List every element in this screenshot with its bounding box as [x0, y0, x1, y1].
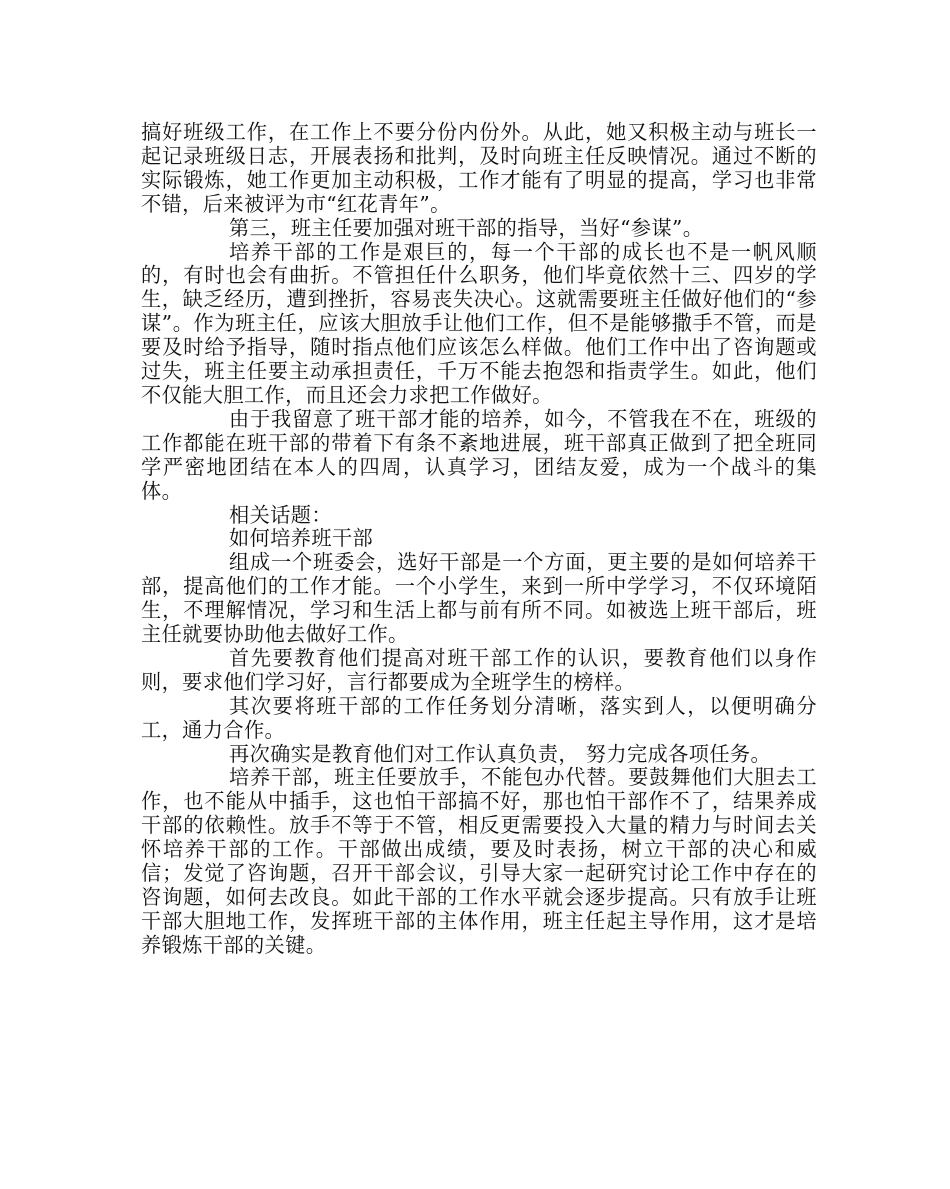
related-topics-label: 相关话题：: [229, 502, 332, 527]
paragraph: 其次要将班干部的工作任务划分清晰，落实到人，以便明确分工，通力合作。: [141, 693, 817, 742]
paragraph: 由于我留意了班干部才能的培养，如今，不管我在不在，班级的工作都能在班干部的带着下有条不紊地进展，班干部真正做到了把全班同学严密地团结在本人的四周，认真学习，团结友爱，成为一个战斗的集体。: [141, 406, 817, 503]
paragraph: 培养干部的工作是艰巨的，每一个干部的成长也不是一帆风顺的，有时也会有曲折。不管担任什么职务，他们毕竟依然十三、四岁的学生，缺乏经历，遭到挫折，容易丧失决心。这就需要班主任做好他们的“参谋”。作为班主任，应该大胆放手让他们工作，但不是能够撒手不管，而是要及时给予指导，随时指点他们应该怎么样做。他们工作中出了咨询题或过失，班主任要主动承担责任，千万不能去抱怨和指责学生。如此，他们不仅能大胆工作，而且还会力求把工作做好。: [141, 239, 817, 407]
paragraph: 培养干部，班主任要放手，不能包办代替。要鼓舞他们大胆去工作，也不能从中插手，这也怕干部搞不好，那也怕干部作不了，结果养成干部的依赖性。放手不等于不管，相反更需要投入大量的精力与时间去关怀培养干部的工作。干部做出成绩，要及时表扬，树立干部的决心和威信；发觉了咨询题，召开干部会议，引导大家一起研究讨论工作中存在的咨询题，如何去改良。如此干部的工作水平就会逐步提高。只有放手让班干部大胆地工作，发挥班干部的主体作用，班主任起主导作用，这才是培养锻炼干部的关键。: [141, 765, 817, 957]
paragraph: 再次确实是教育他们对工作认真负责， 努力完成各项任务。: [229, 741, 772, 766]
paragraph-continuation: 搞好班级工作，在工作上不要分份内份外。从此，她又积极主动与班长一起记录班级日志，开展表扬和批判，及时向班主任反映情况。通过不断的实际锻炼，她工作更加主动积极，工作才能有了明显的提高，学习也非常不错，后来被评为市“红花青年”。: [141, 120, 817, 216]
section-title: 如何培养班干部: [229, 526, 374, 551]
paragraph: 首先要教育他们提高对班干部工作的认识，要教育他们以身作则，要求他们学习好，言行都要成为全班学生的榜样。: [141, 645, 817, 694]
document-body: [141, 121, 817, 958]
paragraph: 组成一个班委会，选好干部是一个方面，更主要的是如何培养干部，提高他们的工作才能。一个小学生，来到一所中学学习，不仅环境陌生，不理解情况，学习和生活上都与前有所不同。如被选上班干部后，班主任就要协助他去做好工作。: [141, 550, 817, 647]
paragraph-point-three-heading: 第三，班主任要加强对班干部的指导，当好“参谋”。: [229, 215, 704, 240]
